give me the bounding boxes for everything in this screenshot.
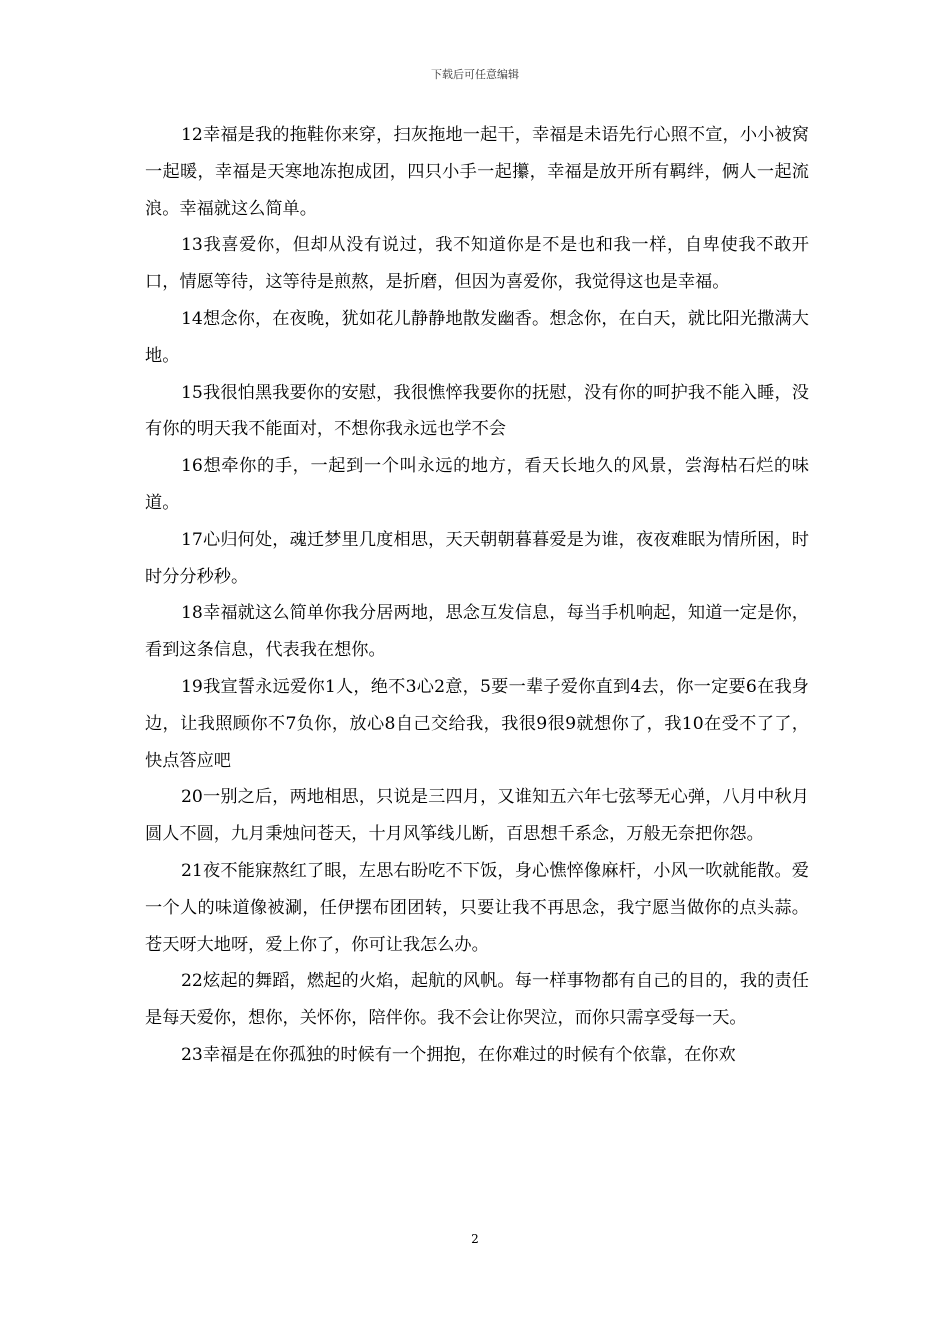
paragraph-19: 19我宣誓永远爱你1人，绝不3心2意，5要一辈子爱你直到4去，你一定要6在我身边，让我照顾你不7负你，放心8自己交给我，我很9很9就想你了，我10在受不了了，快点答应吧 — [145, 676, 809, 771]
paragraph-18: 18幸福就这么简单你我分居两地，思念互发信息，每当手机响起，知道一定是你，看到这条信息，代表我在想你。 — [145, 603, 809, 661]
page-header: 下载后可任意编辑 — [431, 68, 519, 81]
page-number: 2 — [471, 1232, 479, 1246]
paragraph-13: 13我喜爱你，但却从没有说过，我不知道你是不是也和我一样，自卑使我不敢开口，情愿等待，这等待是煎熬，是折磨，但因为喜爱你，我觉得这也是幸福。 — [145, 235, 809, 293]
paragraph-17: 17心归何处，魂迁梦里几度相思，天天朝朝暮暮爱是为谁，夜夜难眠为情所困，时时分分秒秒。 — [145, 529, 809, 587]
paragraph-12: 12幸福是我的拖鞋你来穿，扫灰拖地一起干，幸福是未语先行心照不宣，小小被窝一起暖，幸福是天寒地冻抱成团，四只小手一起攥，幸福是放开所有羁绊，俩人一起流浪。幸福就这么简单。 — [145, 125, 809, 219]
paragraph-16: 16想牵你的手，一起到一个叫永远的地方，看天长地久的风景，尝海枯石烂的味道。 — [145, 456, 809, 513]
paragraph-20: 20一别之后，两地相思，只说是三四月，又谁知五六年七弦琴无心弹，八月中秋月圆人不圆，九月秉烛问苍天，十月风筝线儿断，百思想千系念，万般无奈把你怨。 — [145, 787, 809, 845]
document-body — [145, 117, 809, 1074]
paragraph-23: 23幸福是在你孤独的时候有一个拥抱，在你难过的时候有个依靠，在你欢 — [181, 1044, 736, 1065]
paragraph-15: 15我很怕黑我要你的安慰，我很憔悴我要你的抚慰，没有你的呵护我不能入睡，没有你的明天我不能面对，不想你我永远也学不会 — [145, 382, 809, 440]
paragraph-22: 22炫起的舞蹈，燃起的火焰，起航的风帆。每一样事物都有自己的目的，我的责任是每天爱你，想你，关怀你，陪伴你。我不会让你哭泣，而你只需享受每一天。 — [145, 971, 809, 1029]
paragraph-21: 21夜不能寐熬红了眼，左思右盼吃不下饭，身心憔悴像麻杆，小风一吹就能散。爱一个人的味道像被涮，任伊摆布团团转，只要让我不再思念，我宁愿当做你的点头蒜。苍天呀大地呀，爱上你了，你可让我怎么办。 — [145, 860, 809, 955]
paragraph-14: 14想念你，在夜晚，犹如花儿静静地散发幽香。想念你，在白天，就比阳光撒满大地。 — [145, 308, 809, 366]
